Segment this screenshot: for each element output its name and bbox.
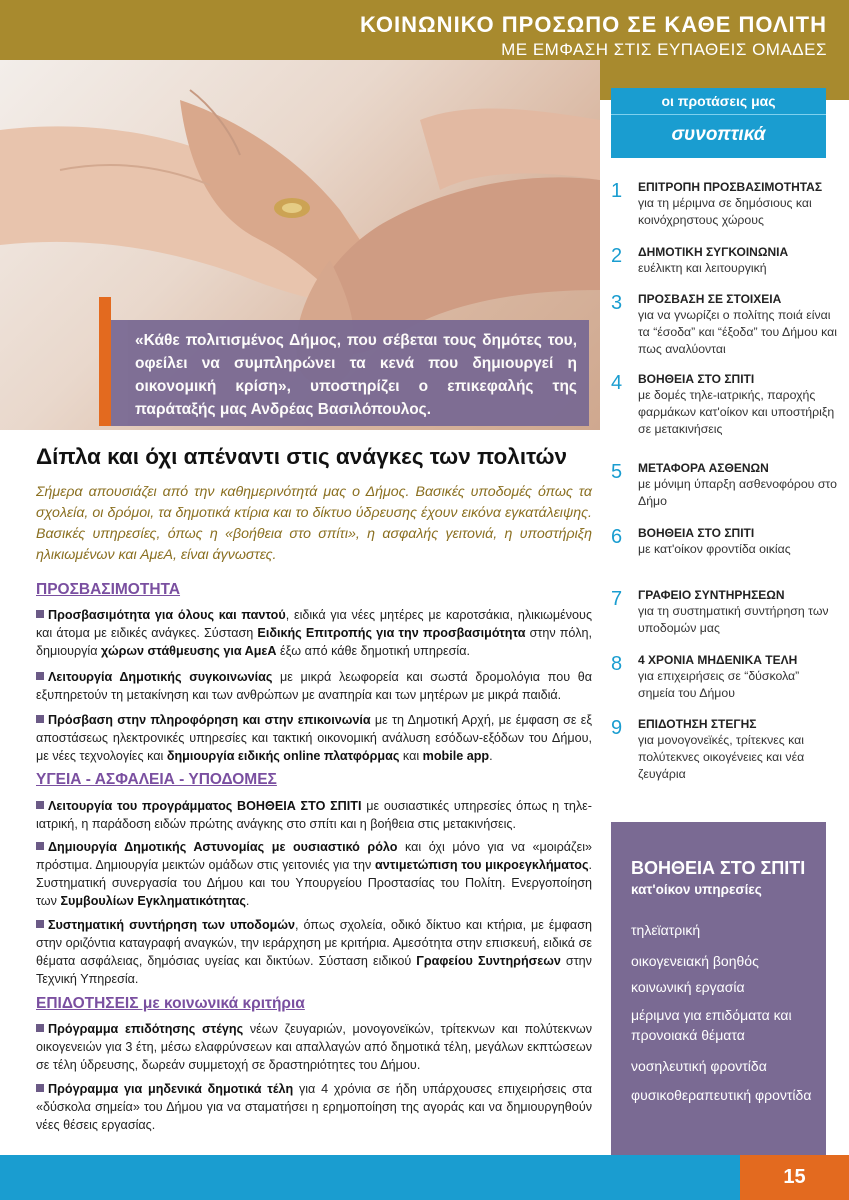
page-number: 15 (740, 1155, 849, 1200)
proposal-item (611, 588, 841, 638)
paragraph-information: Πρόσβαση στην πληροφόρηση και στην επικοινωνία με τη Δημοτική Αρχή, με έμφαση σε εξ αποστάσεως ηλεκτρονικές υπηρεσίες και τακτική οικονομική ανάλυση εσόδων-εξόδων του Δήμου, με νέες τεχνολογίες και δημιουργία ειδικής online πλατφόρμας και mobile app. (36, 713, 592, 763)
home-help-item: μέριμνα για επιδόματα και προνοιακά θέματα (631, 1007, 792, 1043)
proposal-desc: για τη μέριμνα σε δημόσιους και κοινόχρηστους χώρους (638, 196, 812, 227)
proposal-item (611, 180, 841, 230)
proposal-number: 9 (611, 717, 623, 739)
paragraph-transport: Λειτουργία Δημοτικής συγκοινωνίας με μικρά λεωφορεία και σωστά δρομολόγια που θα εξυπηρετούν τη μετακίνηση και των ανθρώπων με αναπηρία και των μητέρων με μικρά παιδιά. (36, 670, 593, 702)
home-help-item: τηλεϊατρική (631, 922, 701, 938)
bullet-square-icon (36, 801, 44, 809)
paragraph-maintenance: Συστηματική συντήρηση των υποδομών, όπως σχολεία, οδικό δίκτυο και κτήρια, με έμφαση στην οριζόντια καταγραφή αναγκών, την ιεράρχηση με κριτήρια. Αμεσότητα στην επισκευή, ειδικά σε θέματα ασφάλειας, δημόσιας υγείας και δικτύων. Σύσταση ειδικού Γραφείου Συντηρήσεων στην Τεχνική Υπηρεσία. (36, 918, 592, 986)
proposal-title: ΠΡΟΣΒΑΣΗ ΣΕ ΣΤΟΙΧΕΙΑ (638, 292, 782, 306)
bullet-square-icon (36, 842, 44, 850)
proposal-title: ΓΡΑΦΕΙΟ ΣΥΝΤΗΡΗΣΕΩΝ (638, 588, 785, 602)
home-help-subtitle: κατ'οίκον υπηρεσίες (631, 882, 762, 897)
home-help-item: οικογενειακή βοηθός (631, 953, 759, 969)
header-subtitle: ΜΕ ΕΜΦΑΣΗ ΣΤΙΣ ΕΥΠΑΘΕΙΣ ΟΜΑΔΕΣ (501, 40, 827, 59)
proposals-tag: οι προτάσεις μας (611, 88, 826, 114)
bullet-square-icon (36, 1084, 44, 1092)
home-help-title: ΒΟΗΘΕΙΑ ΣΤΟ ΣΠΙΤΙ (631, 858, 806, 878)
proposal-title: ΒΟΗΘΕΙΑ ΣΤΟ ΣΠΙΤΙ (638, 526, 755, 540)
home-help-item: νοσηλευτική φροντίδα (631, 1058, 767, 1074)
quote-accent-bar (99, 297, 111, 426)
proposal-desc: για επιχειρήσεις σε “δύσκολα” σημεία του Δήμου (638, 669, 800, 700)
proposal-desc: για να γνωρίζει ο πολίτης ποιά είναι τα “έσοδα” και “έξοδα” του Δήμου και πως αναλύονται (638, 308, 837, 356)
proposal-desc: ευέλικτη και λειτουργική (638, 261, 767, 275)
home-help-item: κοινωνική εργασία (631, 979, 745, 995)
proposal-item (611, 526, 841, 562)
proposal-desc: για τη συστηματική συντήρηση των υποδομών μας (638, 604, 829, 635)
proposal-desc: με δομές τηλε-ιατρικής, παροχής φαρμάκων κατ'οίκον και υποστήριξη σε μετακινήσεις (638, 388, 835, 436)
proposal-title: ΔΗΜΟΤΙΚΗ ΣΥΓΚΟΙΝΩΝΙΑ (638, 245, 789, 259)
proposal-item (611, 653, 841, 703)
proposal-item (611, 717, 841, 783)
bullet-square-icon (36, 715, 44, 723)
proposal-desc: με κατ'οίκον φροντίδα οικίας (638, 542, 791, 556)
bullet-square-icon (36, 610, 44, 618)
summary-tag: συνοπτικά (611, 114, 826, 158)
proposal-title: ΕΠΙΤΡΟΠΗ ΠΡΟΣΒΑΣΙΜΟΤΗΤΑΣ (638, 180, 823, 194)
proposal-number: 5 (611, 461, 623, 483)
paragraph-home-help: Λειτουργία του προγράμματος ΒΟΗΘΕΙΑ ΣΤΟ ΣΠΙΤΙ με ουσιαστικές υπηρεσίες όπως η τηλε-ιατρική, η παράδοση ειδών πρώτης ανάγκης στο σπίτι και η βοήθεια στις μετακινήσεις. (36, 799, 592, 831)
paragraph-police: Δημιουργία Δημοτικής Αστυνομίας με ουσιαστικό ρόλο και όχι μόνο για να «μοιράζει» πρόστιμα. Δημιουργία μεικτών ομάδων στις γειτονιές για την αντιμετώπιση του μικροεγκλήματος. Συστηματική συνεργασία του Δήμου και του Υπουργείου Προστασίας του Πολίτη. Ενεργοποίηση των Συμβουλίων Εγκληματικότητας. (36, 840, 593, 908)
section-title-accessibility: ΠΡΟΣΒΑΣΙΜΟΤΗΤΑ (36, 581, 181, 598)
home-help-item: φυσικοθεραπευτική φροντίδα (631, 1087, 812, 1103)
bullet-square-icon (36, 672, 44, 680)
home-help-box (611, 822, 826, 1155)
paragraph-housing: Πρόγραμμα επιδότησης στέγης νέων ζευγαριών, μονογονεϊκών, τρίτεκνων και πολύτεκνων οικογενειών για 3 έτη, μέσω ελαφρύνσεων και απαλλαγών από δημοτικά τέλη, μεγάλων εκπτώσεων σε τέλη ύδρευσης, δωρεάν συμμετοχή σε δραστηριότητες του Δήμου. (36, 1022, 592, 1072)
proposal-title: ΕΠΙΔΟΤΗΣΗ ΣΤΕΓΗΣ (638, 717, 757, 731)
quote-text: «Κάθε πολιτισμένος Δήμος, που σέβεται τους δημότες του, οφείλει να συμπληρώνει τα κενά που δημιουργεί η οικονομική κρίση», υποστηρίζει ο επικεφαλής της παράταξής μας Ανδρέας Βασιλόπουλος. (135, 332, 577, 418)
paragraph-zero-fees: Πρόγραμμα για μηδενικά δημοτικά τέλη για 4 χρόνια σε ήδη υπάρχουσες επιχειρήσεις στα «δύσκολα σημεία» του Δήμου για να σταματήσει η ερημοποίηση της αγοράς και να δημιουργηθούν νέες θέσεις εργασίας. (36, 1082, 592, 1132)
proposal-title: ΒΟΗΘΕΙΑ ΣΤΟ ΣΠΙΤΙ (638, 372, 755, 386)
bullet-square-icon (36, 920, 44, 928)
quote-box (111, 320, 589, 426)
paragraph-accessibility: Προσβασιμότητα για όλους και παντού, ειδικά για νέες μητέρες με καροτσάκια, ηλικιωμένους και άτομα με ειδικές ανάγκες. Σύσταση Ειδικής Επιτροπής για την προσβασιμότητα στην πόλη, δημιουργία χώρων στάθμευσης για ΑμεΑ έξω από κάθε δημοτική υπηρεσία. (36, 608, 593, 658)
proposal-number: 8 (611, 653, 623, 675)
proposal-item (611, 461, 841, 511)
proposal-number: 6 (611, 526, 623, 548)
proposal-item (611, 245, 841, 281)
page-title: Δίπλα και όχι απέναντι στις ανάγκες των πολιτών (36, 444, 568, 469)
footer-band (0, 1155, 740, 1200)
proposal-desc: με μόνιμη ύπαρξη ασθενοφόρου στο Δήμο (638, 477, 837, 508)
section-title-subsidies: ΕΠΙΔΟΤΗΣΕΙΣ με κοινωνικά κριτήρια (36, 995, 305, 1012)
intro-text: Σήμερα απουσιάζει από την καθημερινότητά μας ο Δήμος. Βασικές υποδομές όπως τα σχολεία, οι δρόμοι, τα δημοτικά κτίρια και το δίκτυο ύδρευσης έχουν εικόνα εγκατάλειψης. Βασικές υπηρεσίες, όπως η «βοήθεια στο σπίτι», η ασφαλής γειτονιά, η υποστήριξη ηλικιωμένων και ΑμεΑ, είναι άγνωστες. (36, 484, 592, 563)
header-title: ΚΟΙΝΩΝΙΚΟ ΠΡΟΣΩΠΟ ΣΕ ΚΑΘΕ ΠΟΛΙΤΗ (360, 12, 827, 37)
proposal-number: 3 (611, 292, 623, 314)
proposal-number: 7 (611, 588, 623, 610)
proposal-title: 4 ΧΡΟΝΙΑ ΜΗΔΕΝΙΚΑ ΤΕΛΗ (638, 653, 798, 667)
proposal-number: 1 (611, 180, 623, 202)
proposal-number: 2 (611, 245, 623, 267)
section-title-health: ΥΓΕΙΑ - ΑΣΦΑΛΕΙΑ - ΥΠΟΔΟΜΕΣ (36, 771, 277, 788)
proposal-item (611, 372, 841, 438)
bullet-square-icon (36, 1024, 44, 1032)
proposal-item (611, 292, 841, 358)
proposal-desc: για μονογονεϊκές, τρίτεκνες και πολύτεκνες οικογένειες και νέα ζευγάρια (638, 733, 805, 781)
proposal-title: ΜΕΤΑΦΟΡΑ ΑΣΘΕΝΩΝ (638, 461, 769, 475)
proposal-number: 4 (611, 372, 623, 394)
